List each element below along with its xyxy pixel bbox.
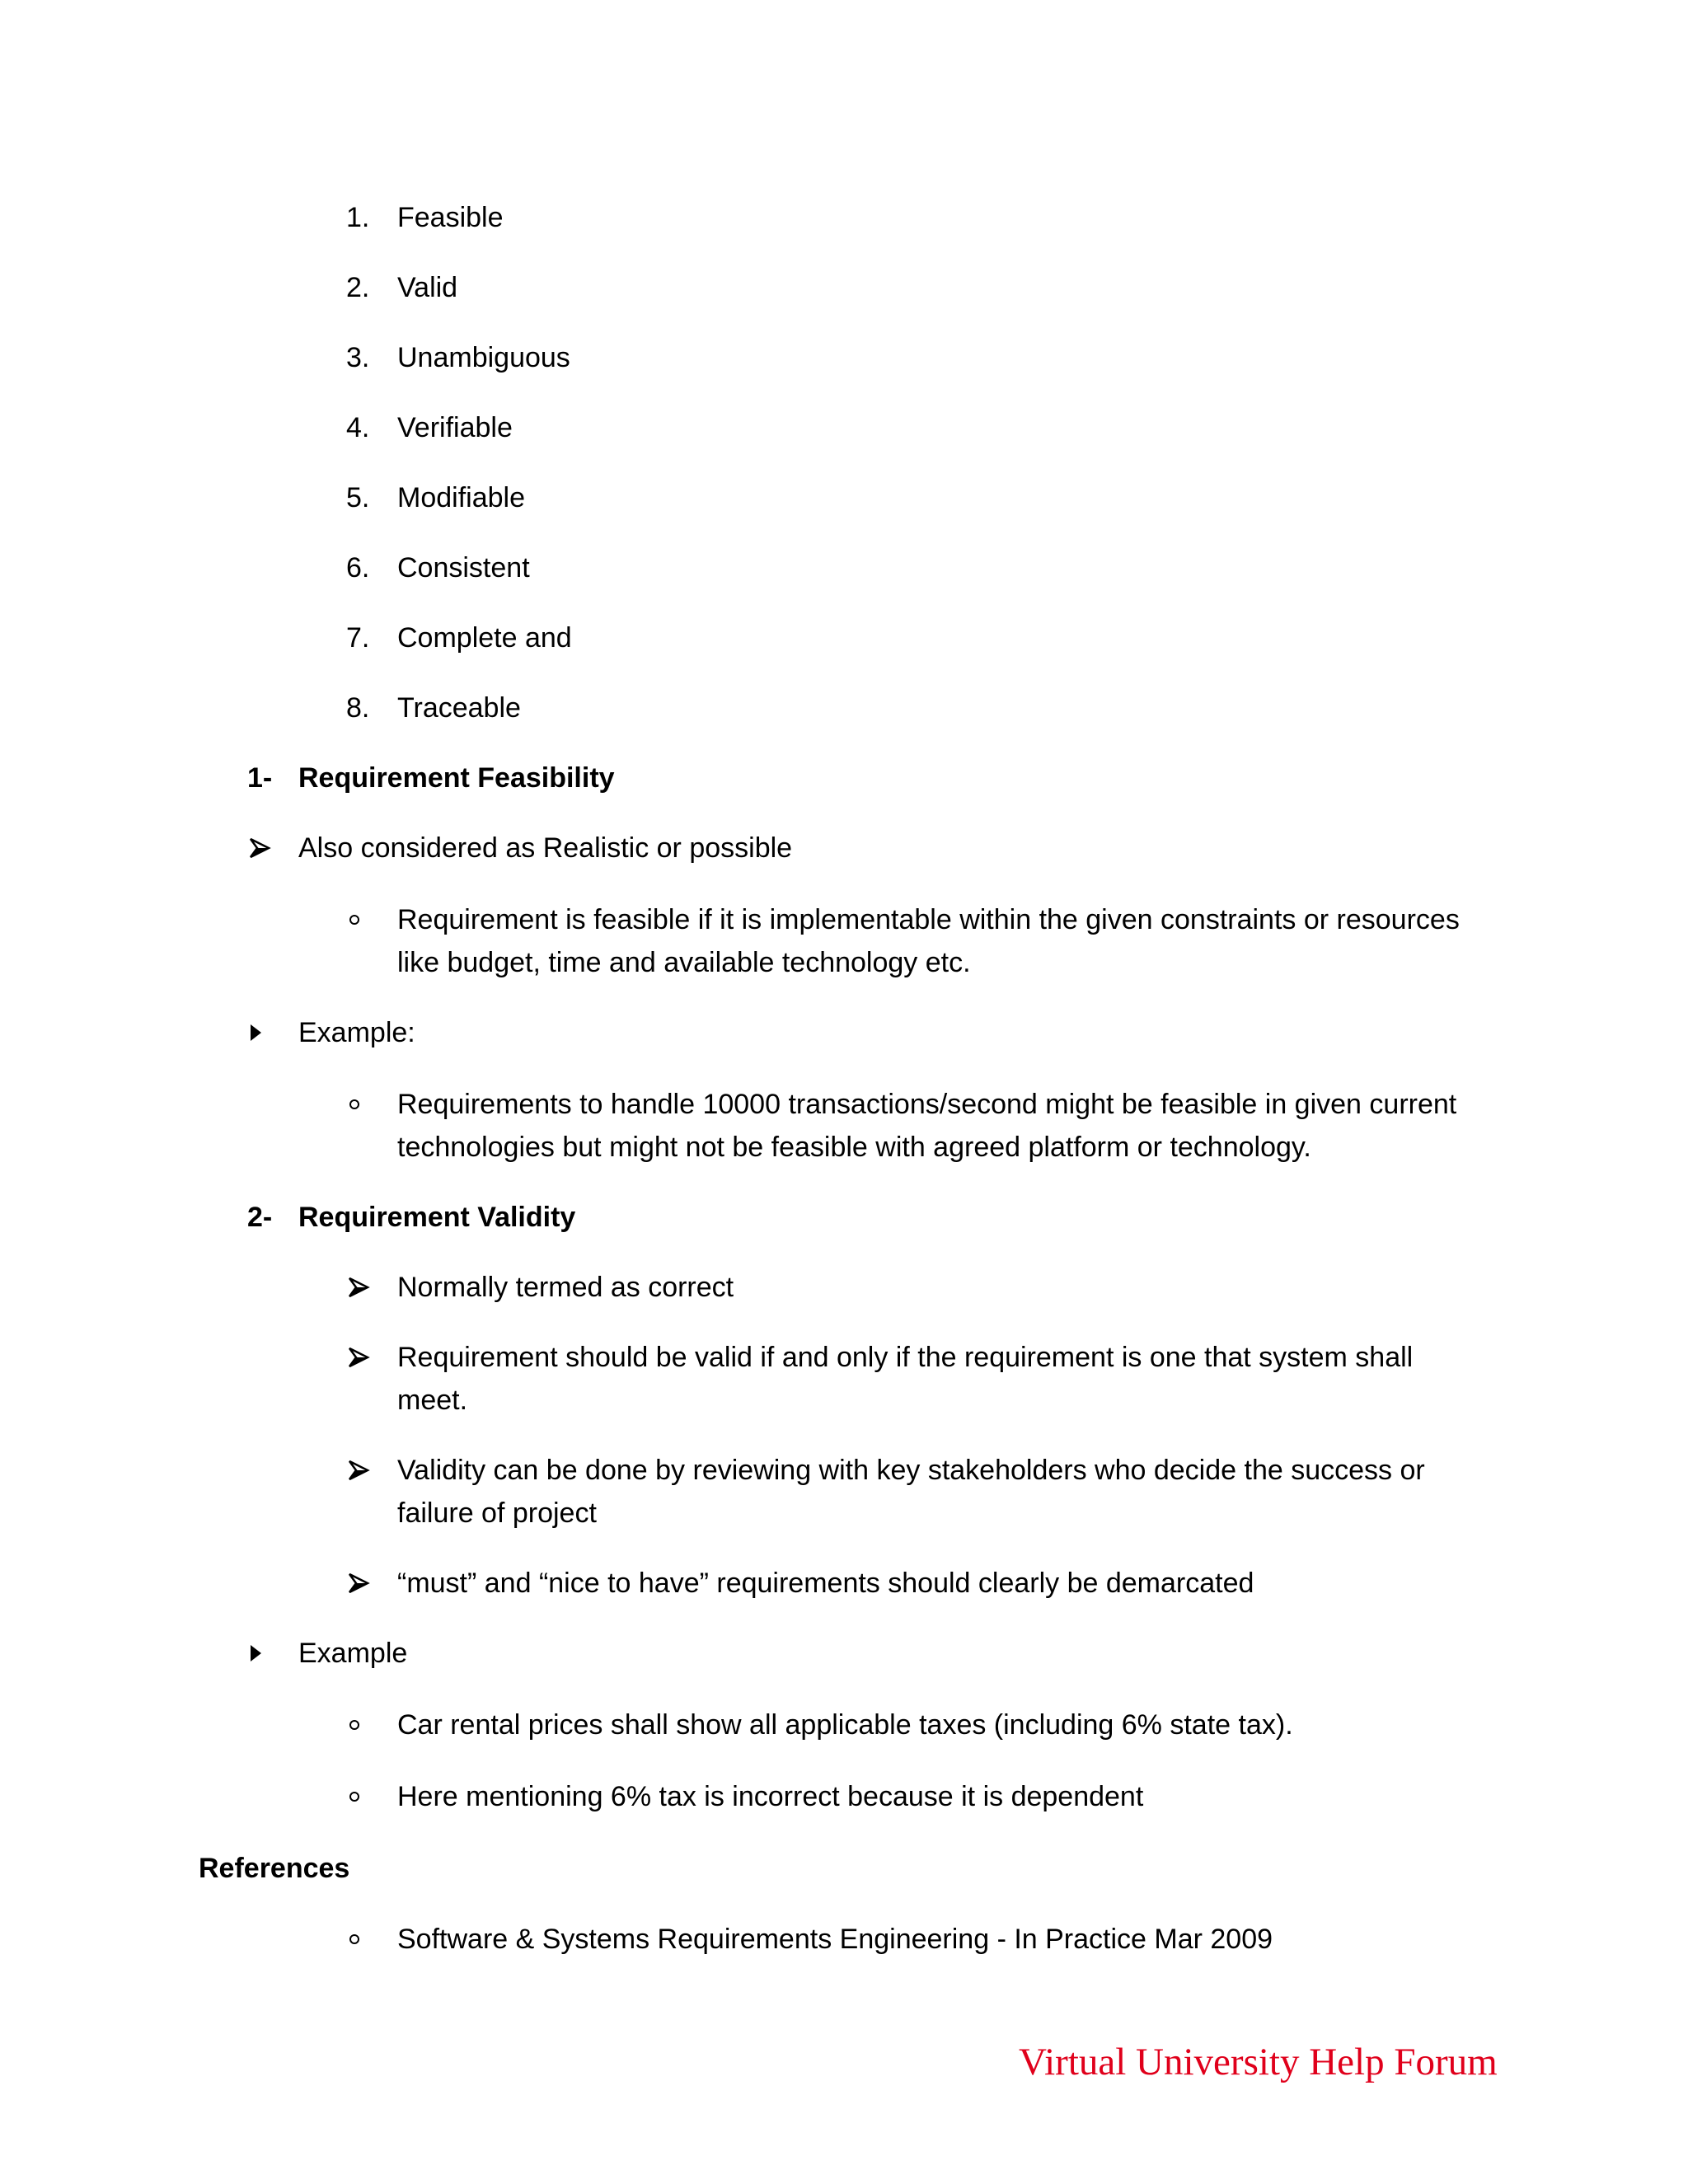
arrowhead-bullet-icon: [247, 827, 277, 869]
list-item: Traceable: [397, 692, 521, 724]
list-item: Complete and: [397, 622, 572, 654]
hollow-circle-bullet-icon: [349, 915, 359, 925]
sub-bullet-text: Here mentioning 6% tax is incorrect because it is dependent: [397, 1781, 1144, 1812]
hollow-circle-bullet-icon: [349, 1792, 359, 1802]
list-number: 3.: [346, 342, 370, 373]
bullet-text: Validity can be done by reviewing with key stakeholders who decide the success or failure of project: [397, 1455, 1425, 1529]
triangle-bullet-icon: [251, 1645, 261, 1661]
list-number: 8.: [346, 692, 370, 724]
sub-bullet-text: Car rental prices shall show all applicable taxes (including 6% state tax).: [397, 1709, 1293, 1741]
sub-bullet-text: Requirement is feasible if it is implementable within the given constraints or resources like budget, time and available technology etc.: [397, 904, 1460, 978]
list-item: Valid: [397, 272, 458, 303]
list-item: Modifiable: [397, 482, 525, 513]
section-number: 1-: [247, 762, 273, 794]
arrowhead-bullet-icon: [346, 1266, 376, 1309]
footer-watermark: Virtual University Help Forum: [1019, 2041, 1498, 2083]
list-number: 5.: [346, 482, 370, 513]
example-label: Example:: [298, 1017, 415, 1048]
sub-bullet-text: Requirements to handle 10000 transactions/second might be feasible in given current technologies but might not be feasible with agreed platform or technology.: [397, 1089, 1457, 1163]
triangle-bullet-icon: [251, 1024, 261, 1041]
section-heading: Requirement Feasibility: [298, 762, 615, 794]
arrowhead-bullet-icon: [346, 1336, 376, 1379]
hollow-circle-bullet-icon: [349, 1720, 359, 1730]
example-label: Example: [298, 1638, 408, 1669]
list-number: 4.: [346, 412, 370, 443]
hollow-circle-bullet-icon: [349, 1099, 359, 1109]
bullet-text: “must” and “nice to have” requirements should clearly be demarcated: [397, 1568, 1254, 1599]
section-heading: Requirement Validity: [298, 1202, 576, 1233]
list-item: Feasible: [397, 202, 504, 233]
list-number: 2.: [346, 272, 370, 303]
list-item: Consistent: [397, 552, 530, 583]
list-item: Unambiguous: [397, 342, 570, 373]
list-number: 1.: [346, 202, 370, 233]
reference-item: Software & Systems Requirements Engineering - In Practice Mar 2009: [397, 1924, 1273, 1955]
arrowhead-bullet-icon: [346, 1562, 376, 1605]
list-item: Verifiable: [397, 412, 513, 443]
references-heading: References: [199, 1853, 350, 1884]
list-number: 7.: [346, 622, 370, 654]
arrowhead-bullet-icon: [346, 1449, 376, 1492]
hollow-circle-bullet-icon: [349, 1934, 359, 1944]
bullet-text: Requirement should be valid if and only if the requirement is one that system shall meet.: [397, 1342, 1414, 1416]
list-number: 6.: [346, 552, 370, 583]
bullet-text: Also considered as Realistic or possible: [298, 832, 793, 864]
bullet-text: Normally termed as correct: [397, 1272, 734, 1303]
section-number: 2-: [247, 1202, 273, 1233]
